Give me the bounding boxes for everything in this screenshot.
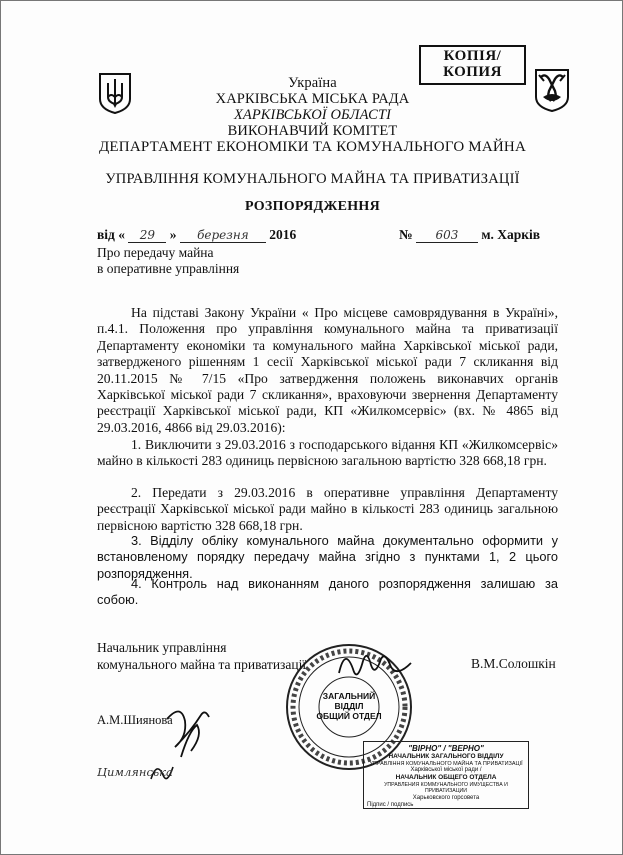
dateline-city: м. Харків [481,227,541,242]
item-3: 3. Відділу обліку комунального майна документально оформити у встановленому порядку передачу майна згідно з пунктами 1, 2 цього розпорядження. [97,533,558,581]
cert-stamp-line3: УПРАВЛІННЯ КОМУНАЛЬНОГО МАЙНА ТА ПРИВАТИЗАЦІЇ [369,760,523,767]
dateline-prefix: від « [97,227,125,242]
signature-scribble [335,643,415,687]
dateline-month: березня [180,228,266,243]
item-4: 4. Контроль над виконанням даного розпорядження залишаю за собою. [97,576,558,608]
header-region: ХАРКІВСЬКОЇ ОБЛАСТІ [233,107,392,123]
approval-signature-scribble [161,701,217,761]
cert-stamp-line2: НАЧАЛЬНИК ЗАГАЛЬНОГО ВІДДІЛУ [388,753,504,760]
round-stamp-line2: ВІДДІЛ [334,701,364,711]
cert-stamp-line4: Харківської міської ради / [410,767,482,773]
round-stamp-line1: ЗАГАЛЬНИЙ [322,691,376,701]
round-stamp-text [313,691,385,721]
dateline-number-block [399,227,540,243]
cert-stamp-line5: НАЧАЛЬНИК ОБЩЕГО ОТДЕЛА [395,774,497,781]
header-country: Україна [288,75,337,91]
dateline-number-label: № [399,227,413,242]
copy-stamp-line2: КОПИЯ [443,64,502,80]
dateline-day: 29 [128,228,166,243]
item-2: 2. Передати з 29.03.2016 в оперативне управління Департаменту реєстрації Харківської міської ради майно в кількості 283 одиниць загальною первісною вартістю 328 668,18 грн. [97,485,558,533]
header-office: УПРАВЛІННЯ КОМУНАЛЬНОГО МАЙНА ТА ПРИВАТИЗАЦІЇ [105,171,520,187]
copy-stamp-line1: КОПІЯ/ [443,48,502,64]
signature-title [97,639,306,673]
certification-stamp [363,741,529,809]
subject-line2: в оперативне управління [97,261,240,276]
cert-stamp-line1: "ВІРНО" / "ВЕРНО" [408,744,484,753]
signature-title-line2: комунального майна та приватизації [97,657,307,672]
subject [97,245,239,277]
dateline-year: 2016 [269,227,297,242]
cert-stamp-line8: Підпис / подпись [367,801,414,808]
header-council: ХАРКІВСЬКА МІСЬКА РАДА [215,91,410,107]
cert-stamp-line6: УПРАВЛЕНИЯ КОММУНАЛЬНОГО ИМУЩЕСТВА И ПРИВАТИЗАЦИИ [384,781,508,794]
dateline-mid: » [169,227,177,242]
preamble-paragraph: На підставі Закону України « Про місцеве самоврядування в Україні», п.4.1. Положення про управління комунального майна та приватизації Департаменту економіки та комунального майна Харківської міської ради, затвердженого рішенням 1 сесії Харківської міської ради 7 скликання від 20.11.2015 № 7/15 «Про затвердження положень виконавчих органів Харківської міської ради 7 скликання», враховуючи звернення Департаменту реєстрації Харківської міської ради, КП «Жилкомсервіс» (вх. № 4865 від 29.03.2016, 4866 від 29.03.2016): [97,305,558,435]
dateline-date [97,227,296,243]
header-committee: ВИКОНАВЧИЙ КОМІТЕТ [227,123,398,139]
signatory-name: В.М.Солошкін [471,656,556,671]
cert-stamp-line7: Харьковского горсовета [412,794,480,801]
dateline-number: 603 [416,228,478,243]
document-type: РОЗПОРЯДЖЕННЯ [244,199,381,214]
approval-line2: Цимлянська [97,765,173,779]
header-department: ДЕПАРТАМЕНТ ЕКОНОМІКИ ТА КОМУНАЛЬНОГО МАЙНА [99,139,526,155]
approval-line1: А.М.Шиянова [97,713,173,727]
signature-title-line1: Начальник управління [97,640,227,655]
subject-line1: Про передачу майна [97,245,214,260]
item-1: 1. Виключити з 29.03.2016 з господарського відання КП «Жилкомсервіс» майно в кількості 283 одиниць первісною загальною вартістю 328 668,18 грн. [97,437,558,469]
round-stamp-line3: ОБЩИЙ ОТДЕЛ [316,711,382,721]
